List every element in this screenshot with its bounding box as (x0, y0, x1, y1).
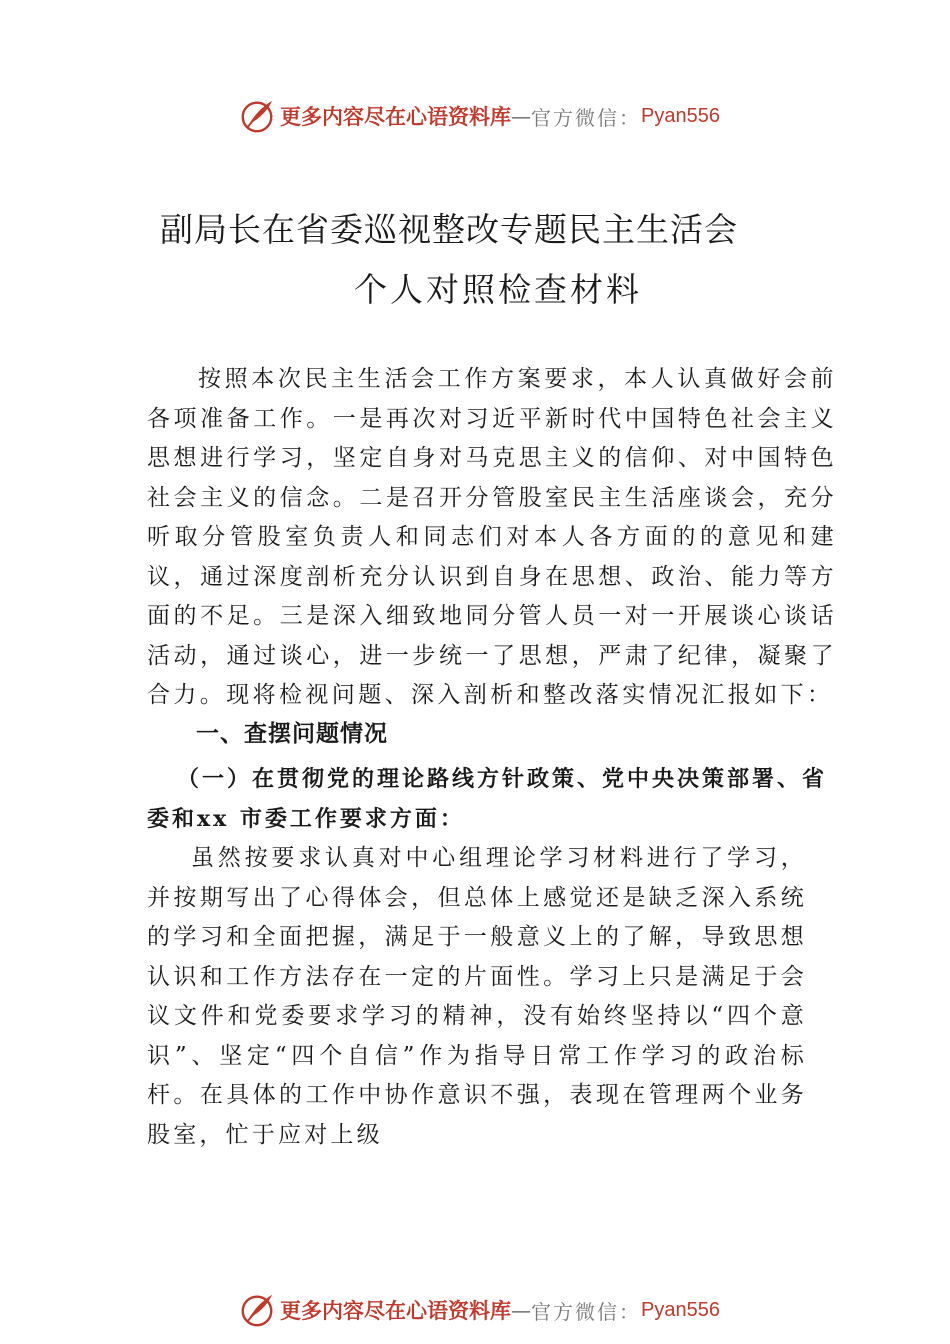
header-watermark-banner (238, 96, 720, 136)
subsection-heading-1: （一）在贯彻党的理论路线方针政策、党中央决策部署、省委和xx 市委工作要求方面： (147, 766, 828, 832)
footer-watermark-banner (238, 1290, 720, 1330)
subsection-paragraph-1: 虽然按要求认真对中心组理论学习材料进行了学习，并按期写出了心得体会，但总体上感觉还是缺乏深入系统的学习和全面把握，满足于一般意义上的了解，导致思想认识和工作方法存在一定的片面性。学习上只是满足于会议文件和党委要求学习的精神，没有始终坚持以“四个意识”、坚定“四个自信”作为指导日常工作学习的政治标杆。在具体的工作中协作意识不强，表现在管理两个业务股室，忙于应对上级 (147, 845, 807, 1148)
banner-wechat-label: 官方微信： (531, 105, 641, 130)
quill-logo-icon (238, 97, 276, 135)
banner-brand-text: 更多内容尽在心语资料库 (280, 104, 511, 129)
quill-logo-icon (238, 1291, 276, 1329)
banner-brand-text: 更多内容尽在心语资料库 (280, 1298, 511, 1323)
banner-wechat-id: Pyan556 (641, 1298, 720, 1321)
banner-dash: — (511, 104, 531, 128)
section-heading-1: 一、查摆问题情况 (196, 721, 388, 747)
banner-wechat-label: 官方微信： (531, 1299, 641, 1324)
intro-paragraph: 按照本次民主生活会工作方案要求，本人认真做好会前各项准备工作。一是再次对习近平新时代中国特色社会主义思想进行学习，坚定自身对马克思主义的信仰、对中国特色社会主义的信念。二是召开分管股室民主生活座谈会，充分听取分管股室负责人和同志们对本人各方面的的意见和建议，通过深度剖析充分认识到自身在思想、政治、能力等方面的不足。三是深入细致地同分管人员一对一开展谈心谈话活动，通过谈心，进一步统一了思想，严肃了纪律，凝聚了合力。现将检视问题、深入剖析和整改落实情况汇报如下： (147, 366, 837, 708)
document-title-line1: 副局长在省委巡视整改专题民主生活会 (160, 210, 738, 249)
document-title-line2: 个人对照检查材料 (354, 270, 642, 309)
banner-wechat-id: Pyan556 (641, 104, 720, 127)
banner-dash: — (511, 1298, 531, 1322)
